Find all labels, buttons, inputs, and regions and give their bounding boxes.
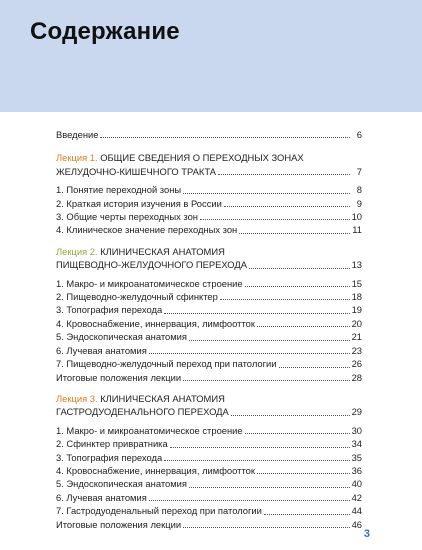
lecture-2-section [56, 245, 362, 384]
toc-entry[interactable] [56, 303, 362, 316]
page-number: 3 [363, 528, 370, 540]
leader-dots [224, 205, 350, 207]
lecture-3-heading[interactable] [56, 392, 362, 419]
toc-entry-page: 26 [351, 358, 362, 370]
leader-dots [245, 285, 350, 287]
header-band [0, 0, 422, 112]
toc-entry-page: 21 [351, 331, 362, 343]
toc-entry-label: 4. Кровоснабжение, иннервация, лимфоотток [56, 317, 255, 329]
toc-entry[interactable] [56, 183, 362, 196]
lecture-prefix: Лекция 3. [56, 392, 98, 404]
toc-entry[interactable] [56, 464, 362, 477]
lecture-heading-line-1 [56, 245, 362, 258]
toc-entry[interactable] [56, 223, 362, 236]
leader-dots [264, 513, 350, 515]
toc-entry-page: 35 [351, 451, 362, 463]
leader-dots [183, 192, 350, 194]
table-of-contents [56, 128, 362, 531]
lecture-page: 13 [351, 259, 362, 271]
toc-entry[interactable] [56, 330, 362, 343]
page-title: Содержание [30, 18, 180, 45]
toc-entry-page: 36 [351, 464, 362, 476]
toc-entry[interactable] [56, 277, 362, 290]
lecture-heading-line-1 [56, 392, 362, 405]
toc-entry-page: 46 [351, 518, 362, 530]
toc-entry-label: Итоговые положения лекции [56, 371, 182, 383]
lecture-title-line-2: ПИЩЕВОДНО-ЖЕЛУДОЧНОГО ПЕРЕХОДА [56, 259, 247, 271]
lecture-page: 7 [356, 165, 362, 177]
toc-entry-label: 3. Общие черты переходных зон [56, 211, 198, 223]
lecture-title-line-1: ОБЩИЕ СВЕДЕНИЯ О ПЕРЕХОДНЫХ ЗОНАХ [100, 152, 304, 164]
lecture-1-items [56, 183, 362, 237]
toc-entry[interactable] [56, 317, 362, 330]
leader-dots [220, 298, 350, 300]
toc-entry[interactable] [56, 210, 362, 223]
toc-entry[interactable] [56, 518, 362, 531]
leader-dots [164, 312, 349, 314]
toc-entry-page: 30 [351, 424, 362, 436]
toc-entry-page: 20 [351, 317, 362, 329]
toc-entry-intro[interactable] [56, 128, 362, 141]
leader-dots [249, 267, 350, 269]
toc-entry[interactable] [56, 437, 362, 450]
leader-dots [183, 379, 349, 381]
toc-entry-label: 6. Лучевая анатомия [56, 491, 147, 503]
toc-entry-label: 5. Эндоскопическая анатомия [56, 478, 187, 490]
toc-entry-label: 1. Макро- и микроанатомическое строение [56, 424, 243, 436]
toc-entry-page: 19 [351, 304, 362, 316]
lecture-title-line-1: КЛИНИЧЕСКАЯ АНАТОМИЯ [100, 245, 225, 257]
toc-entry[interactable] [56, 357, 362, 370]
toc-entry-page: 8 [356, 184, 362, 196]
toc-entry[interactable] [56, 371, 362, 384]
toc-entry-page: 18 [351, 291, 362, 303]
lecture-heading-line-2 [56, 165, 362, 178]
toc-entry[interactable] [56, 197, 362, 210]
toc-entry-label: Введение [56, 129, 99, 140]
leader-dots [189, 486, 350, 488]
lecture-3-section [56, 392, 362, 531]
toc-entry-label: 4. Клиническое значение переходных зон [56, 224, 238, 236]
toc-entry-page: 15 [351, 277, 362, 289]
toc-entry-label: 7. Гастродуоденальный переход при патологии [56, 505, 262, 517]
toc-entry-label: 4. Кровоснабжение, иннервация, лимфоотток [56, 464, 255, 476]
toc-entry[interactable] [56, 504, 362, 517]
toc-entry-page: 10 [351, 211, 362, 223]
leader-dots [149, 352, 350, 354]
leader-dots [257, 472, 350, 474]
toc-entry-label: 2. Сфинктер привратника [56, 438, 168, 450]
leader-dots [279, 366, 350, 368]
leader-dots [245, 432, 350, 434]
lecture-heading-line-2 [56, 405, 362, 418]
lecture-3-items [56, 424, 362, 531]
leader-dots [149, 499, 350, 501]
toc-entry-label: 1. Понятие переходной зоны [56, 184, 182, 196]
toc-entry-page: 34 [351, 438, 362, 450]
toc-entry[interactable] [56, 477, 362, 490]
lecture-heading-line-2 [56, 258, 362, 271]
toc-entry-page: 44 [351, 505, 362, 517]
toc-entry-page: 42 [351, 491, 362, 503]
toc-entry[interactable] [56, 491, 362, 504]
toc-entry-page: 6 [356, 129, 362, 140]
leader-dots [239, 232, 350, 234]
lecture-prefix: Лекция 2. [56, 245, 98, 257]
toc-entry-label: 3. Топография перехода [56, 304, 163, 316]
lecture-1-section [56, 151, 362, 236]
leader-dots [231, 414, 350, 416]
toc-entry[interactable] [56, 290, 362, 303]
lecture-2-heading[interactable] [56, 245, 362, 272]
leader-dots [200, 218, 350, 220]
toc-entry-page: 23 [351, 344, 362, 356]
leader-dots [164, 459, 349, 461]
toc-entry-label: 3. Топография перехода [56, 451, 163, 463]
toc-entry[interactable] [56, 424, 362, 437]
toc-entry-page: 9 [356, 197, 362, 209]
lecture-title-line-2: ГАСТРОДУОДЕНАЛЬНОГО ПЕРЕХОДА [56, 406, 229, 418]
toc-entry-label: 7. Пищеводно-желудочный переход при патологии [56, 358, 277, 370]
toc-entry-label: 6. Лучевая анатомия [56, 344, 147, 356]
toc-entry-page: 28 [351, 371, 362, 383]
toc-entry-label: 5. Эндоскопическая анатомия [56, 331, 187, 343]
toc-entry-page: 11 [352, 224, 362, 236]
toc-entry[interactable] [56, 451, 362, 464]
lecture-title-line-2: ЖЕЛУДОЧНО-КИШЕЧНОГО ТРАКТА [56, 165, 216, 177]
lecture-2-items [56, 277, 362, 384]
lecture-heading-line-1 [56, 151, 362, 164]
toc-entry-page: 40 [351, 478, 362, 490]
leader-dots [189, 339, 350, 341]
leader-dots [170, 446, 350, 448]
lecture-1-heading[interactable] [56, 151, 362, 178]
lecture-page: 29 [351, 406, 362, 418]
toc-entry-label: 1. Макро- и микроанатомическое строение [56, 277, 243, 289]
leader-dots [183, 526, 349, 528]
leader-dots [100, 136, 350, 138]
leader-dots [257, 325, 350, 327]
toc-entry-label: Итоговые положения лекции [56, 518, 182, 530]
leader-dots [218, 173, 350, 175]
toc-entry[interactable] [56, 344, 362, 357]
toc-entry-label: 2. Пищеводно-желудочный сфинктер [56, 291, 218, 303]
lecture-title-line-1: КЛИНИЧЕСКАЯ АНАТОМИЯ [100, 392, 225, 404]
lecture-prefix: Лекция 1. [56, 152, 98, 164]
toc-entry-label: 2. Краткая история изучения в России [56, 197, 222, 209]
